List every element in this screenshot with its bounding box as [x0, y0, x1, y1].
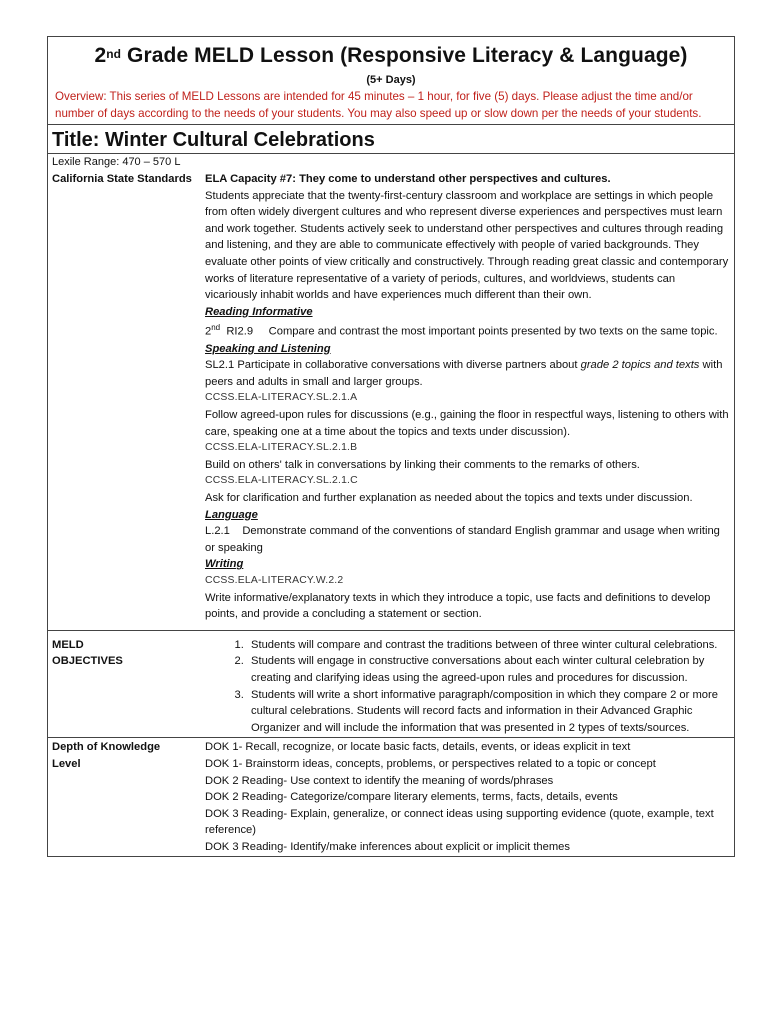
capacity-text: Students appreciate that the twenty-first-century classroom and workplace are settings in which people from often widely divergent cultures and who represent diverse experiences and perspectives must learn and work together. Students actively seek to understand other perspectives and cultures through reading and listening, and they are able to communicate effectively with people of varied backgrounds. They evaluate other points of view critically and constructively. Through reading great classic and contemporary works of literature representative of a variety of periods, cultures, and worldviews, students can vicariously inhabit worlds and have experiences much different than their own. [205, 189, 729, 302]
ccss-sl-b: CCSS.ELA-LITERACY.SL.2.1.B [205, 442, 358, 454]
lesson-table [48, 170, 734, 856]
objectives-row [48, 630, 734, 738]
speaking-heading: Speaking and Listening [205, 342, 331, 355]
writing-heading: Writing [205, 558, 244, 571]
dok-line: DOK 3 Reading- Identify/make inferences about explicit or implicit themes [205, 840, 571, 853]
dok-line: DOK 2 Reading- Use context to identify the meaning of words/phrases [205, 774, 554, 787]
ccss-sl-b-text: Build on others' talk in conversations by linking their comments to the remarks of others. [205, 458, 640, 471]
days-note: (5+ Days) [366, 74, 416, 86]
objective-item: 1. Students will compare and contrast the traditions between of three winter cultural celebrations. [247, 637, 730, 654]
dok-line: DOK 1- Recall, recognize, or locate basic facts, details, events, or ideas explicit in text [205, 741, 631, 754]
dok-label-text: Depth of Knowledge Level [52, 741, 161, 770]
title-grade-number: 2 [94, 44, 107, 67]
reading-grade-suffix: nd [211, 323, 221, 333]
language-heading: Language [205, 508, 258, 521]
capacity-heading: ELA Capacity #7: They come to understand other perspectives and cultures. [205, 173, 611, 185]
title-text: Grade MELD Lesson (Responsive Literacy & Language) [121, 44, 688, 67]
overview-text: Overview: This series of MELD Lessons are intended for 45 minutes – 1 hour, for five (5) days. Please adjust the time and/or number of days according to the needs of your students. You may also speed up or slow down per the needs of your students. [55, 90, 702, 120]
writing-standard: Write informative/explanatory texts in which they introduce a topic, use facts and definitions to develop points, and provide a concluding a statement or section. [205, 591, 711, 621]
dok-line: DOK 1- Brainstorm ideas, concepts, problems, or perspectives related to a topic or concept [205, 757, 656, 770]
ccss-sl-c-text: Ask for clarification and further explanation as needed about the topics and texts under discussion. [205, 492, 693, 505]
dok-line: DOK 2 Reading- Categorize/compare literary elements, terms, facts, details, events [205, 791, 618, 804]
document-title [54, 41, 728, 71]
ccss-sl-a-text: Follow agreed-upon rules for discussions (e.g., gaining the floor in respectful ways, listening to others with care, speaking one at a time about the topics and texts under discussion). [205, 409, 729, 438]
standards-row [48, 170, 734, 630]
sl21-lead: SL2.1 Participate in collaborative conversations with diverse partners about [205, 359, 581, 372]
language-standard: L.2.1 Demonstrate command of the conventions of standard English grammar and usage when writing or speaking [205, 525, 724, 554]
objective-item: 2. Students will engage in constructive conversations about each winter cultural celebration by creating and clarifying ideas using the agreed-upon rules and procedures for discussion. [247, 653, 730, 686]
sl21-tail: with peers and adults in small and larger groups. [205, 359, 723, 388]
dok-label [48, 738, 201, 857]
ccss-writing: CCSS.ELA-LITERACY.W.2.2 [205, 574, 344, 586]
objectives-label-text: MELD OBJECTIVES [52, 638, 123, 668]
sl21-italic: grade 2 topics and texts [580, 359, 700, 372]
reading-standard [205, 320, 730, 340]
standards-label: California State Standards [52, 173, 192, 185]
dok-line: DOK 3 Reading- Explain, generalize, or connect ideas using supporting evidence (quote, example, text reference) [205, 807, 714, 837]
lesson-document [47, 36, 735, 857]
objectives-label [48, 630, 201, 738]
ccss-sl-a: CCSS.ELA-LITERACY.SL.2.1.A [205, 392, 358, 404]
document-header [48, 37, 734, 125]
lesson-title: Title: Winter Cultural Celebrations [48, 125, 734, 154]
sl21-standard [205, 357, 730, 390]
objective-item: 3. Students will write a short informative paragraph/composition in which they compare 2 or more cultural celebrations. Students will record facts and information in their Advanced Graphic Organizer and will include the information that was presented in 2 types of texts/sources. [247, 687, 730, 737]
dok-row [48, 738, 734, 857]
objectives-list [205, 637, 730, 737]
lexile-range: Lexile Range: 470 – 570 L [52, 156, 181, 168]
ccss-sl-c: CCSS.ELA-LITERACY.SL.2.1.C [205, 475, 358, 487]
reading-grade: 2 [205, 326, 212, 339]
standards-content [201, 170, 734, 630]
reading-heading: Reading Informative [205, 305, 313, 318]
title-grade-suffix: nd [106, 47, 122, 61]
objectives-content [201, 630, 734, 738]
reading-text: RI2.9 Compare and contrast the most important points presented by two texts on the same topic. [220, 326, 718, 339]
dok-content [201, 738, 734, 857]
